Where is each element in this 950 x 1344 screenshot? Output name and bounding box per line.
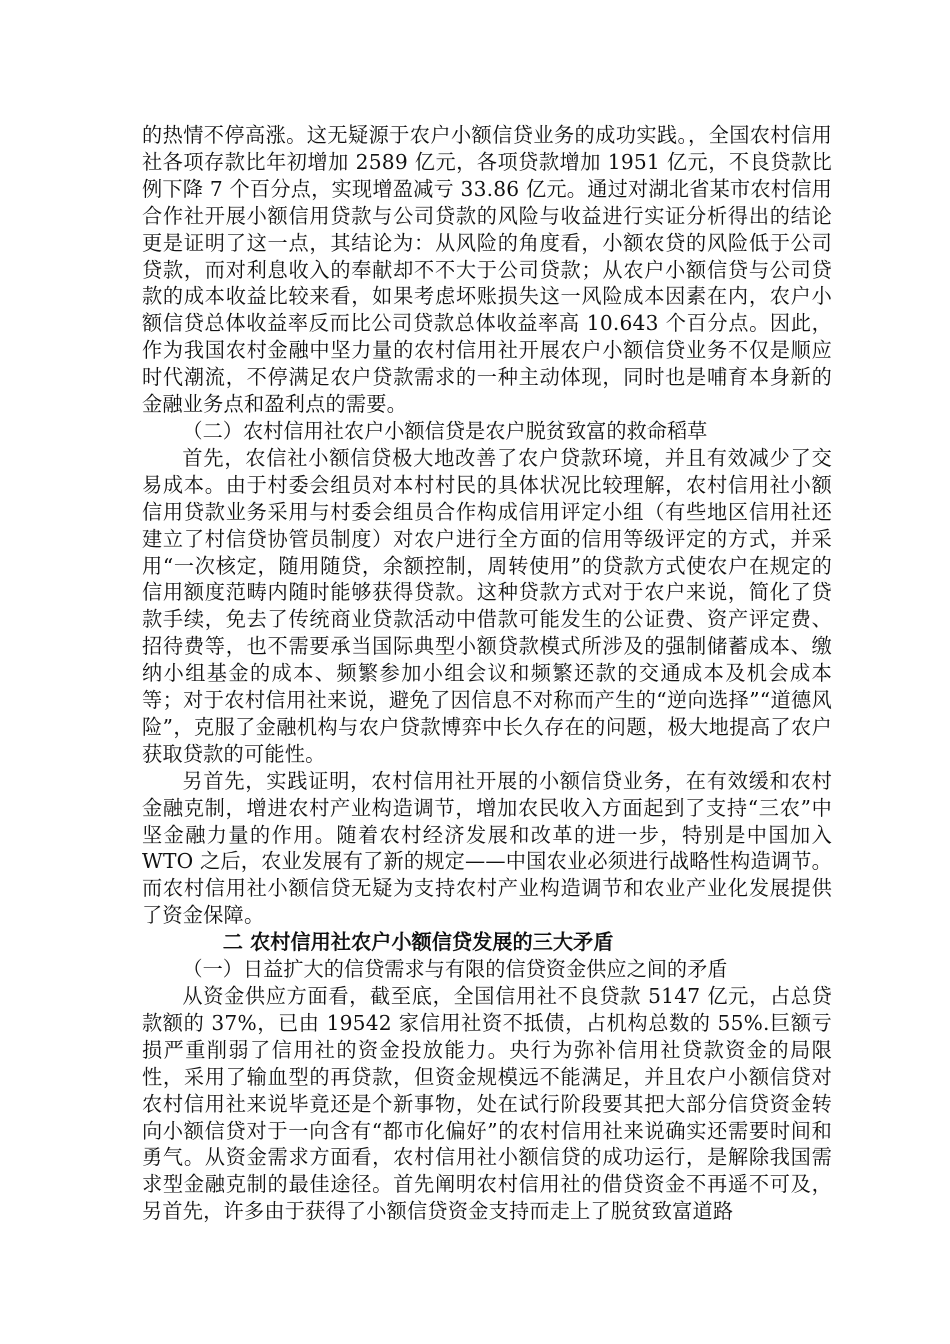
paragraph-funding-supply: 从资金供应方面看，截至底，全国信用社不良贷款 5147 亿元，占总贷款额的 37%，已由 19542 家信用社资不抵债，占机构总数的 55%.巨额亏损严重削弱了信用社的资金投放能力。央行为弥补信用社贷款资金的局限性，采用了输血型的再贷款，但资金规模远不能满足，并且农户小额信贷对农村信用社来说毕竟还是个新事物，处在试行阶段要其把大部分信贷资金转向小额信贷对于一向含有“都市化偏好”的农村信用社来说确实还需要时间和勇气。从资金需求方面看，农村信用社小额信贷的成功运行，是解除我国需求型金融克制的最佳途径。首先阐明农村信用社的借贷资金不再遥不可及，另首先，许多由于获得了小额信贷资金支持而走上了脱贫致富道路 bbox=[142, 984, 832, 1224]
subheading-supply-demand: （一）日益扩大的信贷需求与有限的信贷资金供应之间的矛盾 bbox=[182, 957, 728, 982]
section-heading-contradictions: 二 农村信用社农户小额信贷发展的三大矛盾 bbox=[222, 930, 614, 955]
paragraph-intro: 的热情不停高涨。这无疑源于农户小额信贷业务的成功实践。，全国农村信用社各项存款比年初增加 2589 亿元，各项贷款增加 1951 亿元，不良贷款比例下降 7 个百分点，实现增盈减亏 33.86 亿元。通过对湖北省某市农村信用合作社开展小额信用贷款与公司贷款的风险与收益进行实证分析得出的结论更是证明了这一点，其结论为：从风险的角度看，小额农贷的风险低于公司贷款，而对利息收入的奉献却不不大于公司贷款；从农户小额信贷与公司贷款的成本收益比较来看，如果考虑坏账损失这一风险成本因素在内，农户小额信贷总体收益率反而比公司贷款总体收益率高 10.643 个百分点。因此，作为我国农村金融中坚力量的农村信用社开展农户小额信贷业务不仅是顺应时代潮流，不停满足农户贷款需求的一种主动体现，同时也是哺育本身新的金融业务点和盈利点的需要。 bbox=[142, 123, 832, 417]
document-page bbox=[142, 122, 832, 1225]
paragraph-loan-environment: 首先，农信社小额信贷极大地改善了农户贷款环境，并且有效减少了交易成本。由于村委会组员对本村村民的具体状况比较理解，农村信用社小额信用贷款业务采用与村委会组员合作构成信用评定小组（有些地区信用社还建立了村信贷协管员制度）对农户进行全方面的信用等级评定的方式，并采用“一次核定，随用随贷，余额控制，周转使用”的贷款方式使农户在规定的信用额度范畴内随时能够获得贷款。这种贷款方式对于农户来说，简化了贷款手续，免去了传统商业贷款活动中借款可能发生的公证费、资产评定费、招待费等，也不需要承当国际典型小额贷款模式所涉及的强制储蓄成本、缴纳小组基金的成本、频繁参加小组会议和频繁还款的交通成本及机会成本等；对于农村信用社来说，避免了因信息不对称而产生的“逆向选择”“道德风险”，克服了金融机构与农户贷款博弈中长久存在的问题，极大地提高了农户获取贷款的可能性。 bbox=[142, 445, 832, 766]
subheading-relief: （二）农村信用社农户小额信贷是农户脱贫致富的救命稻草 bbox=[182, 418, 708, 443]
paragraph-practice-proof: 另首先，实践证明，农村信用社开展的小额信贷业务，在有效缓和农村金融克制，增进农村产业构造调节，增加农民收入方面起到了支持“三农”中坚金融力量的作用。随着农村经济发展和改革的进一步，特别是中国加入 WTO 之后，农业发展有了新的规定——中国农业必须进行战略性构造调节。而农村信用社小额信贷无疑为支持农村产业构造调节和农业产业化发展提供了资金保障。 bbox=[142, 768, 832, 928]
